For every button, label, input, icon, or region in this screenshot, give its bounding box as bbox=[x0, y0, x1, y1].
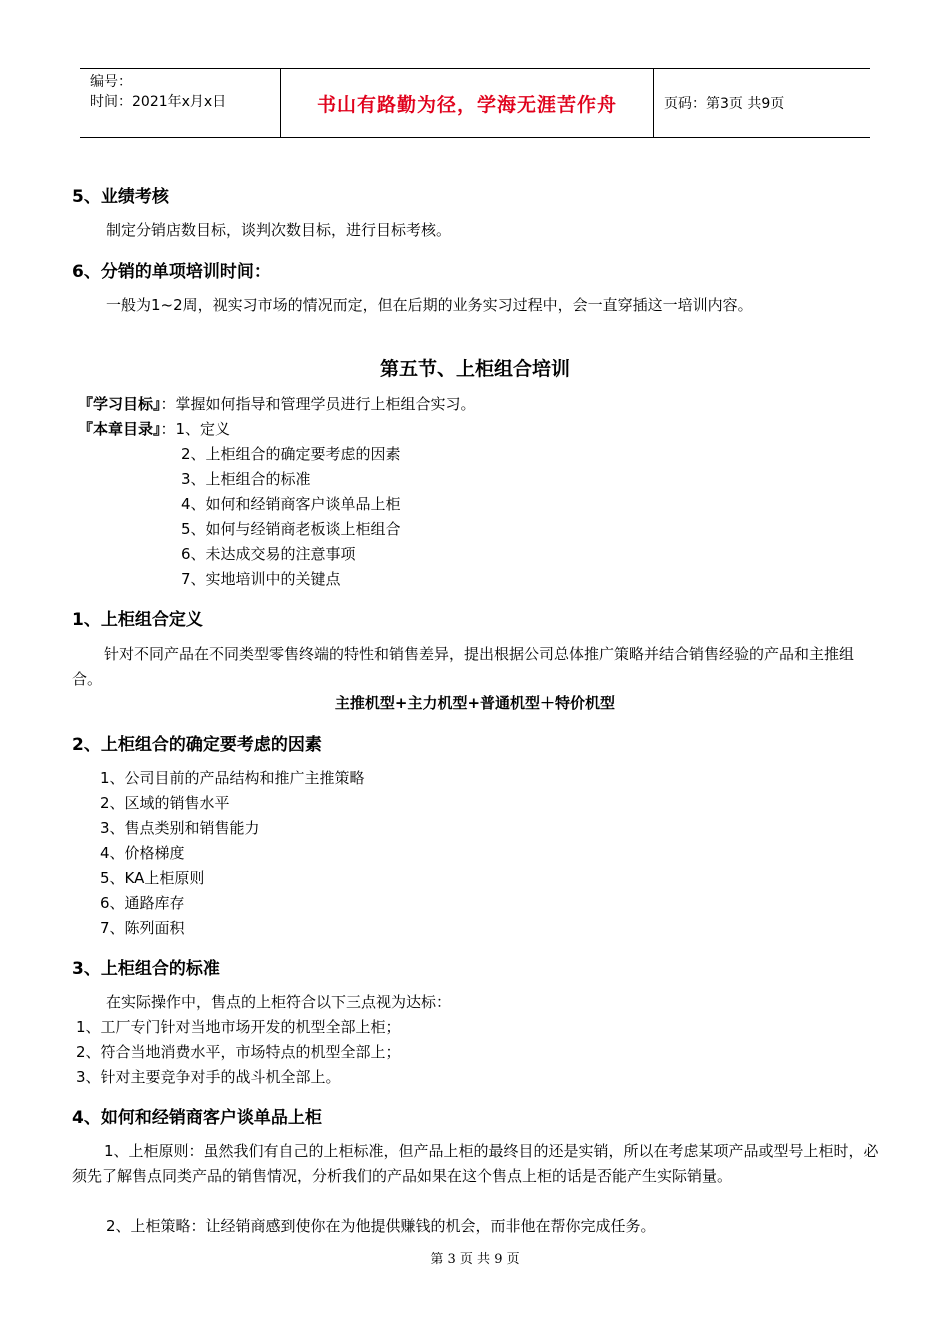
s4-paragraph-2: 2、上柜策略：让经销商感到使你在为他提供赚钱的机会，而非他在帮你完成任务。 bbox=[106, 1217, 656, 1235]
toc-item: 6、未达成交易的注意事项 bbox=[181, 545, 356, 563]
section-5-heading: 5、业绩考核 bbox=[72, 187, 169, 207]
toc-item: 5、如何与经销商老板谈上柜组合 bbox=[181, 520, 401, 538]
toc-item: 4、如何和经销商客户谈单品上柜 bbox=[181, 495, 401, 513]
toc-item: ：1、定义 bbox=[160, 420, 231, 438]
section-6-body: 一般为1~2周，视实习市场的情况而定，但在后期的业务实习过程中，会一直穿插这一培训内容。 bbox=[106, 296, 753, 314]
chapter-title: 第五节、上柜组合培训 bbox=[379, 358, 570, 380]
s4-paragraph-1: 1、上柜原则：虽然我们有自己的上柜标准，但产品上柜的最终目的还是实销，所以在考虑某项产品或型号上柜时，必须先了解售点同类产品的销售情况，分析我们的产品如果在这个售点上柜的话是否能产生实际销量。 bbox=[72, 1142, 879, 1185]
learning-goal-label: 『学习目标』 bbox=[78, 395, 161, 413]
section-5-body: 制定分销店数目标，谈判次数目标，进行目标考核。 bbox=[106, 221, 452, 239]
toc-item: 7、实地培训中的关键点 bbox=[181, 570, 341, 588]
s1-heading: 1、上柜组合定义 bbox=[72, 610, 203, 630]
chapter-toc bbox=[78, 417, 230, 441]
s2-item: 6、通路库存 bbox=[100, 894, 185, 912]
s2-item: 4、价格梯度 bbox=[100, 844, 185, 862]
toc-label: 『本章目录』 bbox=[78, 420, 161, 438]
s1-formula: 主推机型+主力机型+普通机型＋特价机型 bbox=[334, 694, 616, 712]
page-footer: 第 3 页 共 9 页 bbox=[430, 1252, 520, 1267]
s2-item: 2、区域的销售水平 bbox=[100, 794, 230, 812]
number-label: 编号： bbox=[90, 74, 132, 90]
section-6-heading: 6、分销的单项培训时间： bbox=[72, 262, 271, 282]
s3-item: 3、针对主要竞争对手的战斗机全部上。 bbox=[76, 1068, 341, 1086]
header-meta bbox=[80, 69, 281, 137]
learning-goal bbox=[78, 392, 476, 416]
page-header bbox=[80, 68, 870, 138]
s2-item: 7、陈列面积 bbox=[100, 919, 185, 937]
header-page-label: 页码：第3页 共9页 bbox=[664, 96, 785, 112]
date-label: 时间：2021年x月x日 bbox=[90, 94, 227, 110]
s2-item: 1、公司目前的产品结构和推广主推策略 bbox=[100, 769, 365, 787]
toc-item: 3、上柜组合的标准 bbox=[181, 470, 311, 488]
toc-item: 2、上柜组合的确定要考虑的因素 bbox=[181, 445, 401, 463]
learning-goal-text: ：掌握如何指导和管理学员进行上柜组合实习。 bbox=[160, 395, 476, 413]
header-motto: 书山有路勤为径，学海无涯苦作舟 bbox=[281, 69, 654, 137]
s3-heading: 3、上柜组合的标准 bbox=[72, 959, 220, 979]
s3-intro: 在实际操作中，售点的上柜符合以下三点视为达标： bbox=[106, 993, 452, 1011]
s1-body: 针对不同产品在不同类型零售终端的特性和销售差异，提出根据公司总体推广策略并结合销售经验的产品和主推组合。 bbox=[72, 645, 855, 688]
s2-item: 3、售点类别和销售能力 bbox=[100, 819, 260, 837]
s3-item: 1、工厂专门针对当地市场开发的机型全部上柜； bbox=[76, 1018, 401, 1036]
s2-item: 5、KA上柜原则 bbox=[100, 869, 205, 887]
s2-heading: 2、上柜组合的确定要考虑的因素 bbox=[72, 735, 322, 755]
s3-item: 2、符合当地消费水平，市场特点的机型全部上； bbox=[76, 1043, 401, 1061]
s4-heading: 4、如何和经销商客户谈单品上柜 bbox=[72, 1108, 322, 1128]
